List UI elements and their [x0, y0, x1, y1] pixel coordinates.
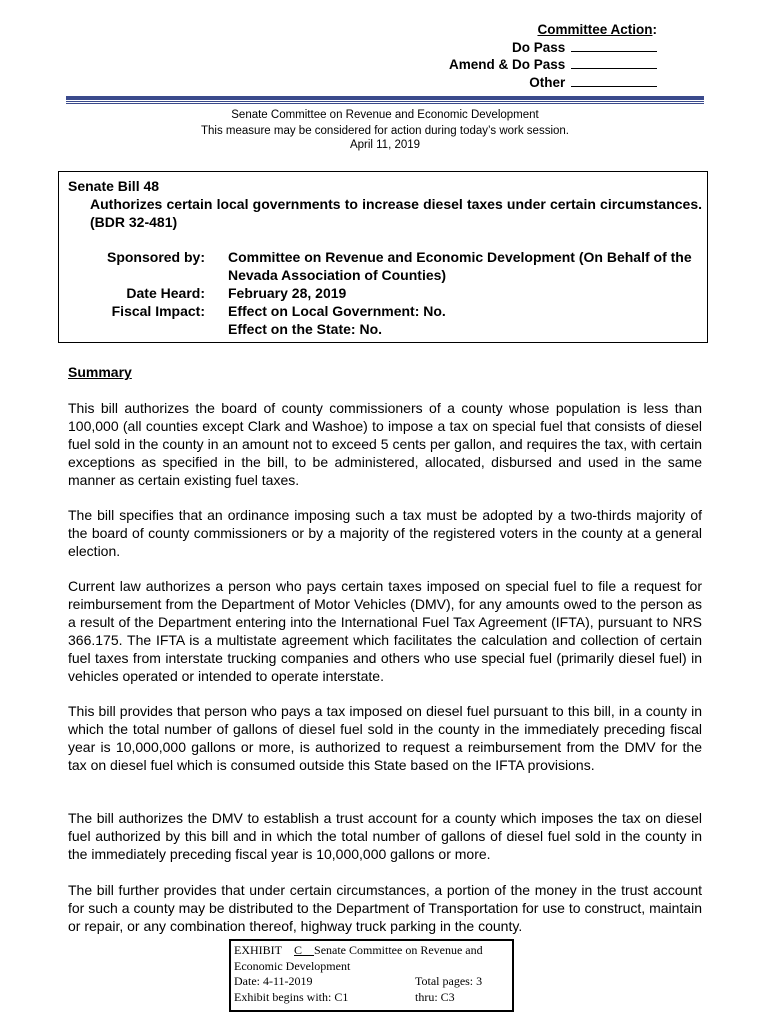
sponsored-value: Committee on Revenue and Economic Development (On Behalf of the Nevada Association of Counties): [228, 249, 692, 283]
header-rule-thick: [66, 96, 704, 100]
bill-info-box: [58, 171, 708, 343]
summary-paragraph: The bill further provides that under certain circumstances, a portion of the money in the trust account for such a county may be distributed to the Department of Transportation for use to construct, maintain or repair, or any combination thereof, highway truck parking in the county.: [68, 882, 702, 934]
summary-paragraph: This bill provides that person who pays a tax imposed on diesel fuel pursuant to this bill, in a county in which the total number of gallons of diesel fuel sold in the county in the immediately preceding fiscal year is 10,000,000 gallons or more, is authorized to request a reimbursement from the DMV for the tax on diesel fuel which is consumed outside this State based on the IFTA provisions.: [68, 703, 702, 773]
committee-action-title: Committee Action: [537, 22, 653, 37]
exhibit-line-2: [234, 959, 509, 975]
summary-paragraph: The bill authorizes the DMV to establish a trust account for a county which imposes the tax on diesel fuel authorized by this bill and in which the total number of gallons of diesel fuel sold in the county in the immediately preceding fiscal year is 10,000,000 gallons or more.: [68, 810, 702, 862]
committee-action-title-line: [337, 22, 657, 39]
option-do-pass: [337, 39, 657, 57]
summary-paragraph: This bill authorizes the board of county commissioners of a county whose population is less than 100,000 (all counties except Clark and Washoe) to impose a tax on special fuel that consists of diesel fuel sold in the county in an amount not to exceed 5 cents per gallon, and requires the tax, with certain exceptions as specified in the bill, to be administered, allocated, disbursed and used in the same manner as certain existing fuel taxes.: [68, 400, 702, 488]
sponsored-label: Sponsored by:: [106, 249, 205, 265]
exhibit-thru: thru: C3: [415, 989, 455, 1004]
option-blank: [571, 39, 657, 52]
option-blank: [571, 74, 657, 87]
exhibit-line-1: [234, 943, 509, 959]
bill-description: Authorizes certain local governments to increase diesel taxes under certain circumstances. (BDR 32-481): [90, 196, 702, 230]
exhibit-letter: C: [294, 943, 303, 957]
summary-paragraph: Current law authorizes a person who pays certain taxes imposed on special fuel to file a request for reimbursement from the Department of Motor Vehicles (DMV), for any amounts owed to the person as a result of the Department entering into the International Fuel Tax Agreement (IFTA), pursuant to NRS 366.175. The IFTA is a multistate agreement which facilitates the calculation and collection of certain fuel taxes from interstate trucking companies and others who use special fuel (primarily diesel fuel) in vehicles operated or intended to operate interstate.: [68, 578, 702, 684]
exhibit-label: EXHIBIT: [234, 943, 282, 957]
exhibit-committee-2: Economic Development: [234, 958, 351, 973]
committee-action-block: [337, 22, 657, 91]
option-amend-do-pass: [337, 56, 657, 74]
option-blank: [571, 56, 657, 69]
committee-action-colon: :: [652, 22, 657, 37]
fiscal-impact-label: Fiscal Impact:: [111, 303, 205, 319]
exhibit-committee-1: Senate Committee on Revenue and: [314, 943, 483, 957]
date-heard-value: February 28, 2019: [228, 285, 347, 301]
summary-heading: Summary: [68, 364, 132, 380]
exhibit-line-4: [234, 990, 509, 1006]
work-session-notice: This measure may be considered for action during today’s work session.: [201, 125, 569, 137]
session-date: April 11, 2019: [349, 139, 421, 151]
option-label: Do Pass: [511, 39, 566, 55]
fiscal-local: Effect on Local Government: No.: [228, 303, 446, 319]
option-label: Amend & Do Pass: [448, 57, 566, 72]
exhibit-stamp: [229, 939, 514, 1012]
header-rule-thin: [66, 101, 704, 102]
header-rule-thin: [66, 103, 704, 104]
option-other: [337, 74, 657, 92]
summary-paragraph: The bill specifies that an ordinance imposing such a tax must be adopted by a two-thirds majority of the board of county commissioners or by a majority of the registered voters in the county at a general election.: [68, 507, 702, 559]
exhibit-begins: Exhibit begins with: C1: [234, 989, 349, 1004]
exhibit-date: Date: 4-11-2019: [234, 974, 313, 988]
option-label: Other: [529, 74, 566, 90]
fiscal-state: Effect on the State: No.: [228, 321, 383, 337]
document-header: [66, 107, 704, 153]
exhibit-total-pages: Total pages: 3: [415, 974, 483, 988]
committee-name: Senate Committee on Revenue and Economic Development: [231, 109, 539, 121]
bill-number: Senate Bill 48: [68, 178, 160, 194]
date-heard-label: Date Heard:: [126, 285, 205, 301]
exhibit-line-3: [234, 974, 509, 990]
